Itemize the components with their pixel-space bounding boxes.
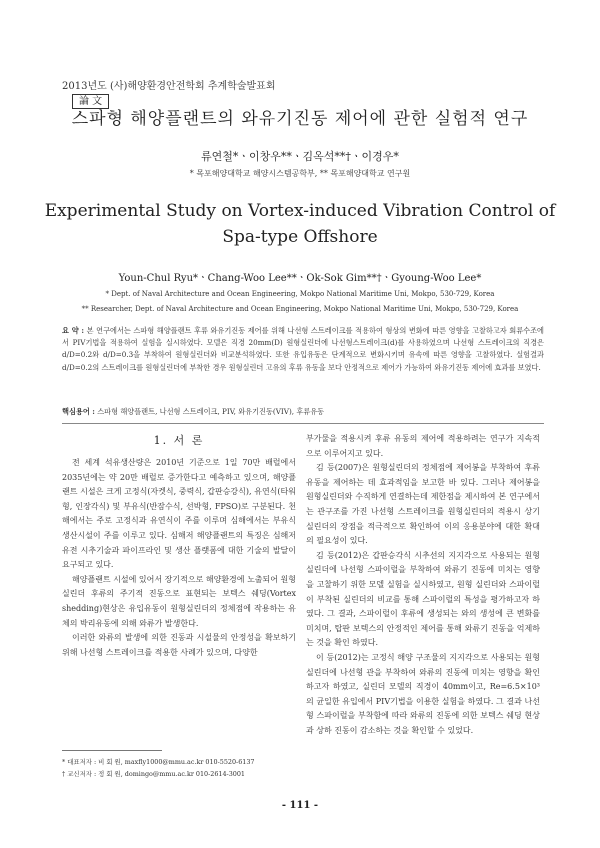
section-heading-introduction: 1. 서 론 (153, 434, 205, 447)
english-affiliation-2: ** Researcher, Dept. of Naval Architecture and Ocean Engineering, Mokpo National Maritime Uni, Mokpo, 530-729, Korea (81, 305, 519, 313)
english-title: Experimental Study on Vortex-induced Vibration Control of Spa-type Offshore (44, 201, 556, 247)
left-column (62, 432, 296, 660)
article-type-badge: 論 文 (72, 94, 109, 109)
abstract (62, 325, 544, 374)
korean-title: 스파형 해양플랜트의 와유기진동 제어에 관한 실험적 연구 (71, 109, 529, 129)
body-paragraph: 김 등(2012)은 갑판승각식 시추선의 지지각으로 사용되는 원형실린더에 나선형 스파이럴을 부착하여 와류기 진동에 미치는 영향을 고찰하기 위한 모델 실험을 실시하였고, 원형 실린더와 스파이럴이 부착된 실린더의 비교를 통해 스파이럴의 특성을 평가하고자 하였다. 그 결과, 스파이럴이 후류에 생성되는 와의 생성에 큰 변화를 미치며, 탑판 보텍스의 안정적인 제어를 통해 와류기 진동을 억제하는 것을 확인 하였다. (306, 550, 540, 648)
body-paragraph: 이 등(2012)는 고정식 해양 구조물의 지지각으로 사용되는 원형 실린더에 나선형 관을 부착하여 와류의 진동에 미치는 영향을 확인하고자 하였고, 실린더 모델의 직경이 40mm이고, Re=6.5×10³의 균일한 유입에서 PIV기법을 이용한 실험을 하였다. 그 결과 나선형 스파이럴을 부착함에 따라 와류의 진동에 의한 보텍스 쉐딩 현상과 상하 진동이 감소하는 것을 확인할 수 있었다. (306, 652, 540, 735)
body-paragraph: 이러한 와류의 발생에 의한 진동과 시설물의 안정성을 확보하기 위해 나선형 스트레이크를 적용한 사례가 있으며, 다양한 (62, 633, 296, 657)
conference-header: 2013년도 (사)해양환경안전학회 추계학술발표회 (62, 81, 276, 92)
body-paragraph: 김 등(2007)은 원형실린더의 정체점에 제어봉을 부착하여 후류 유동을 제어하는 데 효과적임을 보고한 바 있다. 그러나 제어봉을 원형실린더와 수직하게 연결하는데 제한점을 제시하여 본 연구에서는 관구조를 가진 나선형 스트레이크를 원형실린더의 적용시 상기 실린더의 장점을 적극적으로 확인하여 이의 응용분야에 대한 확대의 필요성이 있다. (306, 463, 540, 546)
body-paragraph: 전 세계 석유생산량은 2010년 기준으로 1일 70만 배럴에서 2035년에는 약 20만 배럴로 증가한다고 예측하고 있으며, 해양플랜트 시설은 크게 고정식(자켓식, 중력식, 갑판승강식), 유연식(타워형, 인장각식) 및 부유식(반잠수식, 선박형, FPSO)로 구분된다. 천해에서는 주로 고정식과 유연식이 주를 이루며 심해에서는 부유식 생산시설이 주를 이루고 있다. 심해저 해양플랜트의 특징은 심해저 유전 시추기술과 파이프라인 및 생산 플랫폼에 대한 기술의 발달이 요구되고 있다. (62, 458, 296, 570)
body-paragraph: 부가물을 적용시켜 후류 유동의 제어에 적용하려는 연구가 지속적으로 이루어지고 있다. (306, 434, 540, 458)
keywords-label: 핵심용어 : (62, 407, 95, 416)
keywords (62, 407, 544, 417)
keywords-text: 스파형 해양플랜트, 나선형 스트레이크, PIV, 와유기진동(VIV), 후류유동 (97, 407, 325, 416)
abstract-text: 본 연구에서는 스파형 해양플랜트 후류 와유기진동 제어를 위해 나선형 스트레이크를 적용하여 형상의 변화에 따른 영향을 고찰하고자 회류수조에서 PIV기법을 적용하여 실험을 실시하였다. 모델은 직경 20mm(D) 원형실린더에 나선형스트레이크(d)를 사용하였으며 나선형 스트레이크의 직경은 d/D=0.2와 d/D=0.3을 부착하여 원형실린더와 비교분석하였다. 또한 유입유동은 단계적으로 변화시키며 유속에 따른 영향을 고찰하였다. 실험결과 d/D=0.2의 스트레이크를 원형실린더에 부착한 경우 원형실린더 고유의 후류 유동을 보다 안정적으로 제어가 가능하여 와유기진동 제어에 효과를 보였다. (62, 326, 544, 372)
korean-authors: 류연철*ㆍ이창우**ㆍ김옥석**†ㆍ이경우* (201, 150, 399, 163)
korean-affiliation: * 목포해양대학교 해양시스템공학부, ** 목포해양대학교 연구원 (189, 169, 411, 178)
english-authors: Youn-Chul Ryu*ㆍChang-Woo Lee**ㆍOk-Sok Gim**†ㆍGyoung-Woo Lee* (118, 273, 482, 284)
section-divider (62, 423, 544, 424)
right-column (306, 432, 540, 738)
footnote-first-author: * 대표저자 : 비 회 원, maxfly1000@mmu.ac.kr 010-5520-6137 (62, 758, 255, 766)
abstract-label: 요 약 : (62, 326, 85, 335)
footnote-divider (62, 750, 162, 751)
body-paragraph: 해양플랜트 시설에 있어서 장기적으로 해양환경에 노출되어 원형실린더 후류의 주기적 진동으로 표현되는 보텍스 쉐딩(Vortex shedding)현상은 유입유동이 원형실린더의 정체점에 작용하는 유체의 박리유동에 의해 와류가 발생한다. (62, 574, 296, 628)
footnote-corresponding-author: † 교신저자 : 정 회 원, domingo@mmu.ac.kr 010-2614-3001 (62, 770, 245, 778)
page-number: - 111 - (281, 800, 319, 811)
english-affiliation-1: * Dept. of Naval Architecture and Ocean Engineering, Mokpo National Maritime Uni, Mokpo, 530-729, Korea (105, 290, 495, 298)
